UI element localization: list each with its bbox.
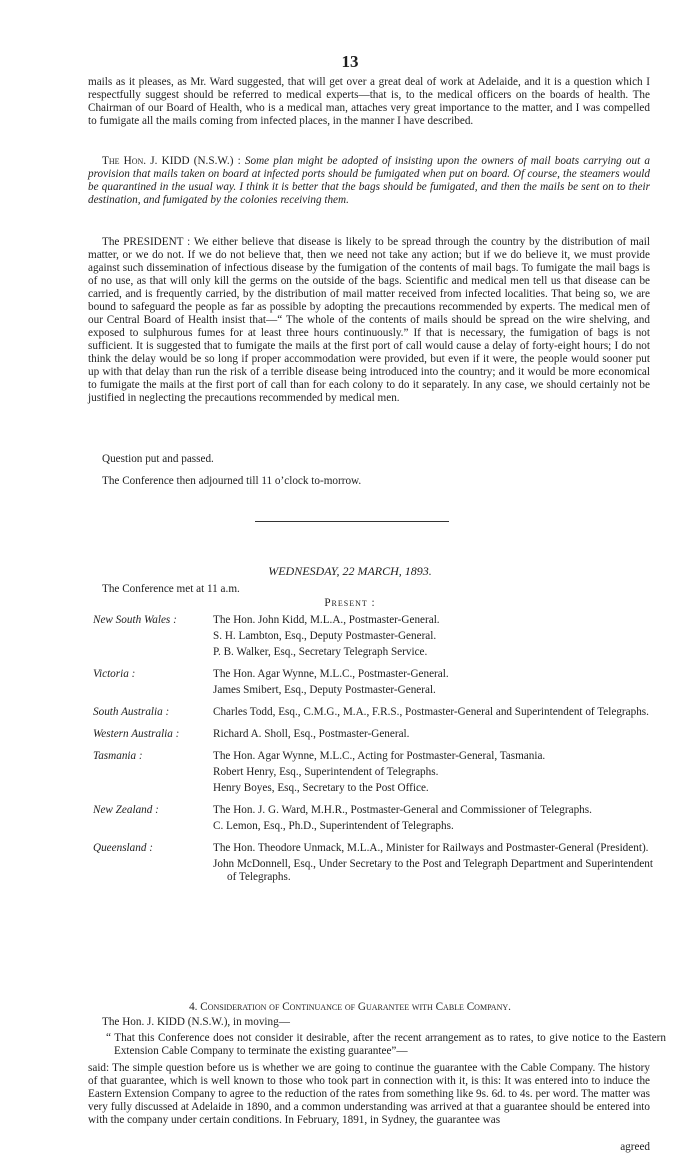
motion-quote: “ That this Conference does not consider it desirable, after the recent arrangement as to rates, to give notice to the Eastern Extension Cable Company to terminate the existing guarantee”— xyxy=(106,1032,666,1057)
adjourn-line: The Conference then adjourned till 11 o’clock to-morrow. xyxy=(102,475,362,487)
attendee: The Hon. J. G. Ward, M.H.R., Postmaster-General and Commissioner of Telegraphs. xyxy=(213,804,592,816)
attendee: The Hon. Agar Wynne, M.L.C., Acting for Postmaster-General, Tasmania. xyxy=(213,750,546,762)
colony-victoria xyxy=(93,668,653,700)
colony-label: Tasmania : xyxy=(93,750,143,762)
speaker-president: The PRESIDENT : xyxy=(102,236,191,248)
paragraph-top: mails as it pleases, as Mr. Ward suggested, that will get over a great deal of work at Adelaide, and it is a question which I respectfully suggest should be referred to medical experts—that is, to the medical officers on the boards of health. The Chairman of our Board of Health, who is a medical man, attaches very great importance to the matter, and I was compelled to fumigate all the mails coming from infected places, in the manner I have described. xyxy=(88,76,650,127)
met-line: The Conference met at 11 a.m. xyxy=(102,583,240,595)
catchword: agreed xyxy=(620,1141,650,1153)
colony-queensland xyxy=(93,842,653,887)
speaker-kidd: The Hon. J. KIDD (N.S.W.) : xyxy=(102,155,241,167)
attendee: P. B. Walker, Esq., Secretary Telegraph Service. xyxy=(213,646,428,658)
colony-tasmania xyxy=(93,750,653,798)
president-text: We either believe that disease is likely to be spread through the country by the distribution of mail matter, or we do not. If we do not believe that, then we need not take any action; but if we do believe it, we must provide against such dissemination of infectious disease by the fumigation of the contents of mail bags. To fumigate the mail bags is of no use, as that will only kill the germs on the outside of the bags. Scientific and medical men tell us that disease can be carried, and is frequently carried, by the distribution of mail matter received from infected localities. That being so, we are bound to safeguard the people as far as possible by adopting the precautions recommended by experts. The medical men of our Central Board of Health insist that—“ The whole of the contents of mails should be spread on the wire shelving, and exposed to sulphurous fumes for at least three hours continuously.” If that is necessary, the fumigation of bags is not sufficient. It is suggested that to fumigate the mails at the first port of call would cause a delay of forty-eight hours; I do not think the delay would be so long if proper accommodation were provided, but even if it were, the people would sooner put up with that delay than run the risk of a terrible disease being introduced into the country; and it would be more economical to fumigate the mails at the first port of call than for each colony to do it separately. In any case, we should certainly not be justified in neglecting the precautions recommended by medical men. xyxy=(88,236,650,404)
colony-label: Western Australia : xyxy=(93,728,180,740)
attendee: John McDonnell, Esq., Under Secretary to the Post and Telegraph Department and Superintendent of Telegraphs. xyxy=(213,858,653,883)
paragraph-said: said: The simple question before us is whether we are going to continue the guarantee with the Cable Company. The history of that guarantee, which is well known to those who took part in connection with it, is this: It was entered into to induce the Eastern Extension Company to agree to the reduction of the rates from something like 9s. 6d. to 4s. per word. The matter was very fully discussed at Adelaide in 1890, and a common understanding was arrived at that a guarantee should be entered into with the company under certain conditions. In February, 1891, in Sydney, the guarantee was xyxy=(88,1062,650,1126)
present-heading: Present : xyxy=(324,597,376,609)
kidd-text: Some plan might be adopted of insisting upon the owners of mail boats carrying out a provision that mails taken on board at infected ports should be fumigated when put on board. Of course, the steamers would be quarantined in the usual way. I think it is better that the bags should be fumigated, and then the mails be sent on to their destination, and fumigated by the colonies receiving them. xyxy=(88,155,650,206)
attendance-list xyxy=(93,614,653,893)
date-heading: WEDNESDAY, 22 MARCH, 1893. xyxy=(268,564,432,578)
moving-line: The Hon. J. KIDD (N.S.W.), in moving— xyxy=(102,1016,290,1028)
paragraph-president xyxy=(88,236,650,405)
attendee: C. Lemon, Esq., Ph.D., Superintendent of Telegraphs. xyxy=(213,820,454,832)
colony-new-zealand xyxy=(93,804,653,836)
section-divider xyxy=(255,521,449,522)
attendee: S. H. Lambton, Esq., Deputy Postmaster-General. xyxy=(213,630,437,642)
colony-label: Queensland : xyxy=(93,842,153,854)
colony-label: New Zealand : xyxy=(93,804,159,816)
attendee: Robert Henry, Esq., Superintendent of Telegraphs. xyxy=(213,766,439,778)
colony-nsw xyxy=(93,614,653,662)
attendee: Charles Todd, Esq., C.M.G., M.A., F.R.S., Postmaster-General and Superintendent of Telegraphs. xyxy=(213,706,649,718)
attendee: The Hon. John Kidd, M.L.A., Postmaster-General. xyxy=(213,614,440,626)
agenda-item-heading: 4. Consideration of Continuance of Guarantee with Cable Company. xyxy=(189,1001,511,1013)
attendee: James Smibert, Esq., Deputy Postmaster-General. xyxy=(213,684,436,696)
page-number: 13 xyxy=(341,52,359,71)
question-line: Question put and passed. xyxy=(102,453,214,465)
attendee: Henry Boyes, Esq., Secretary to the Post Office. xyxy=(213,782,429,794)
colony-label: South Australia : xyxy=(93,706,170,718)
colony-label: New South Wales : xyxy=(93,614,177,626)
colony-label: Victoria : xyxy=(93,668,136,680)
paragraph-kidd xyxy=(88,155,650,207)
attendee: The Hon. Agar Wynne, M.L.C., Postmaster-General. xyxy=(213,668,449,680)
colony-western-australia xyxy=(93,728,653,744)
colony-south-australia xyxy=(93,706,653,722)
attendee: The Hon. Theodore Unmack, M.L.A., Minister for Railways and Postmaster-General (President). xyxy=(213,842,649,854)
attendee: Richard A. Sholl, Esq., Postmaster-General. xyxy=(213,728,410,740)
